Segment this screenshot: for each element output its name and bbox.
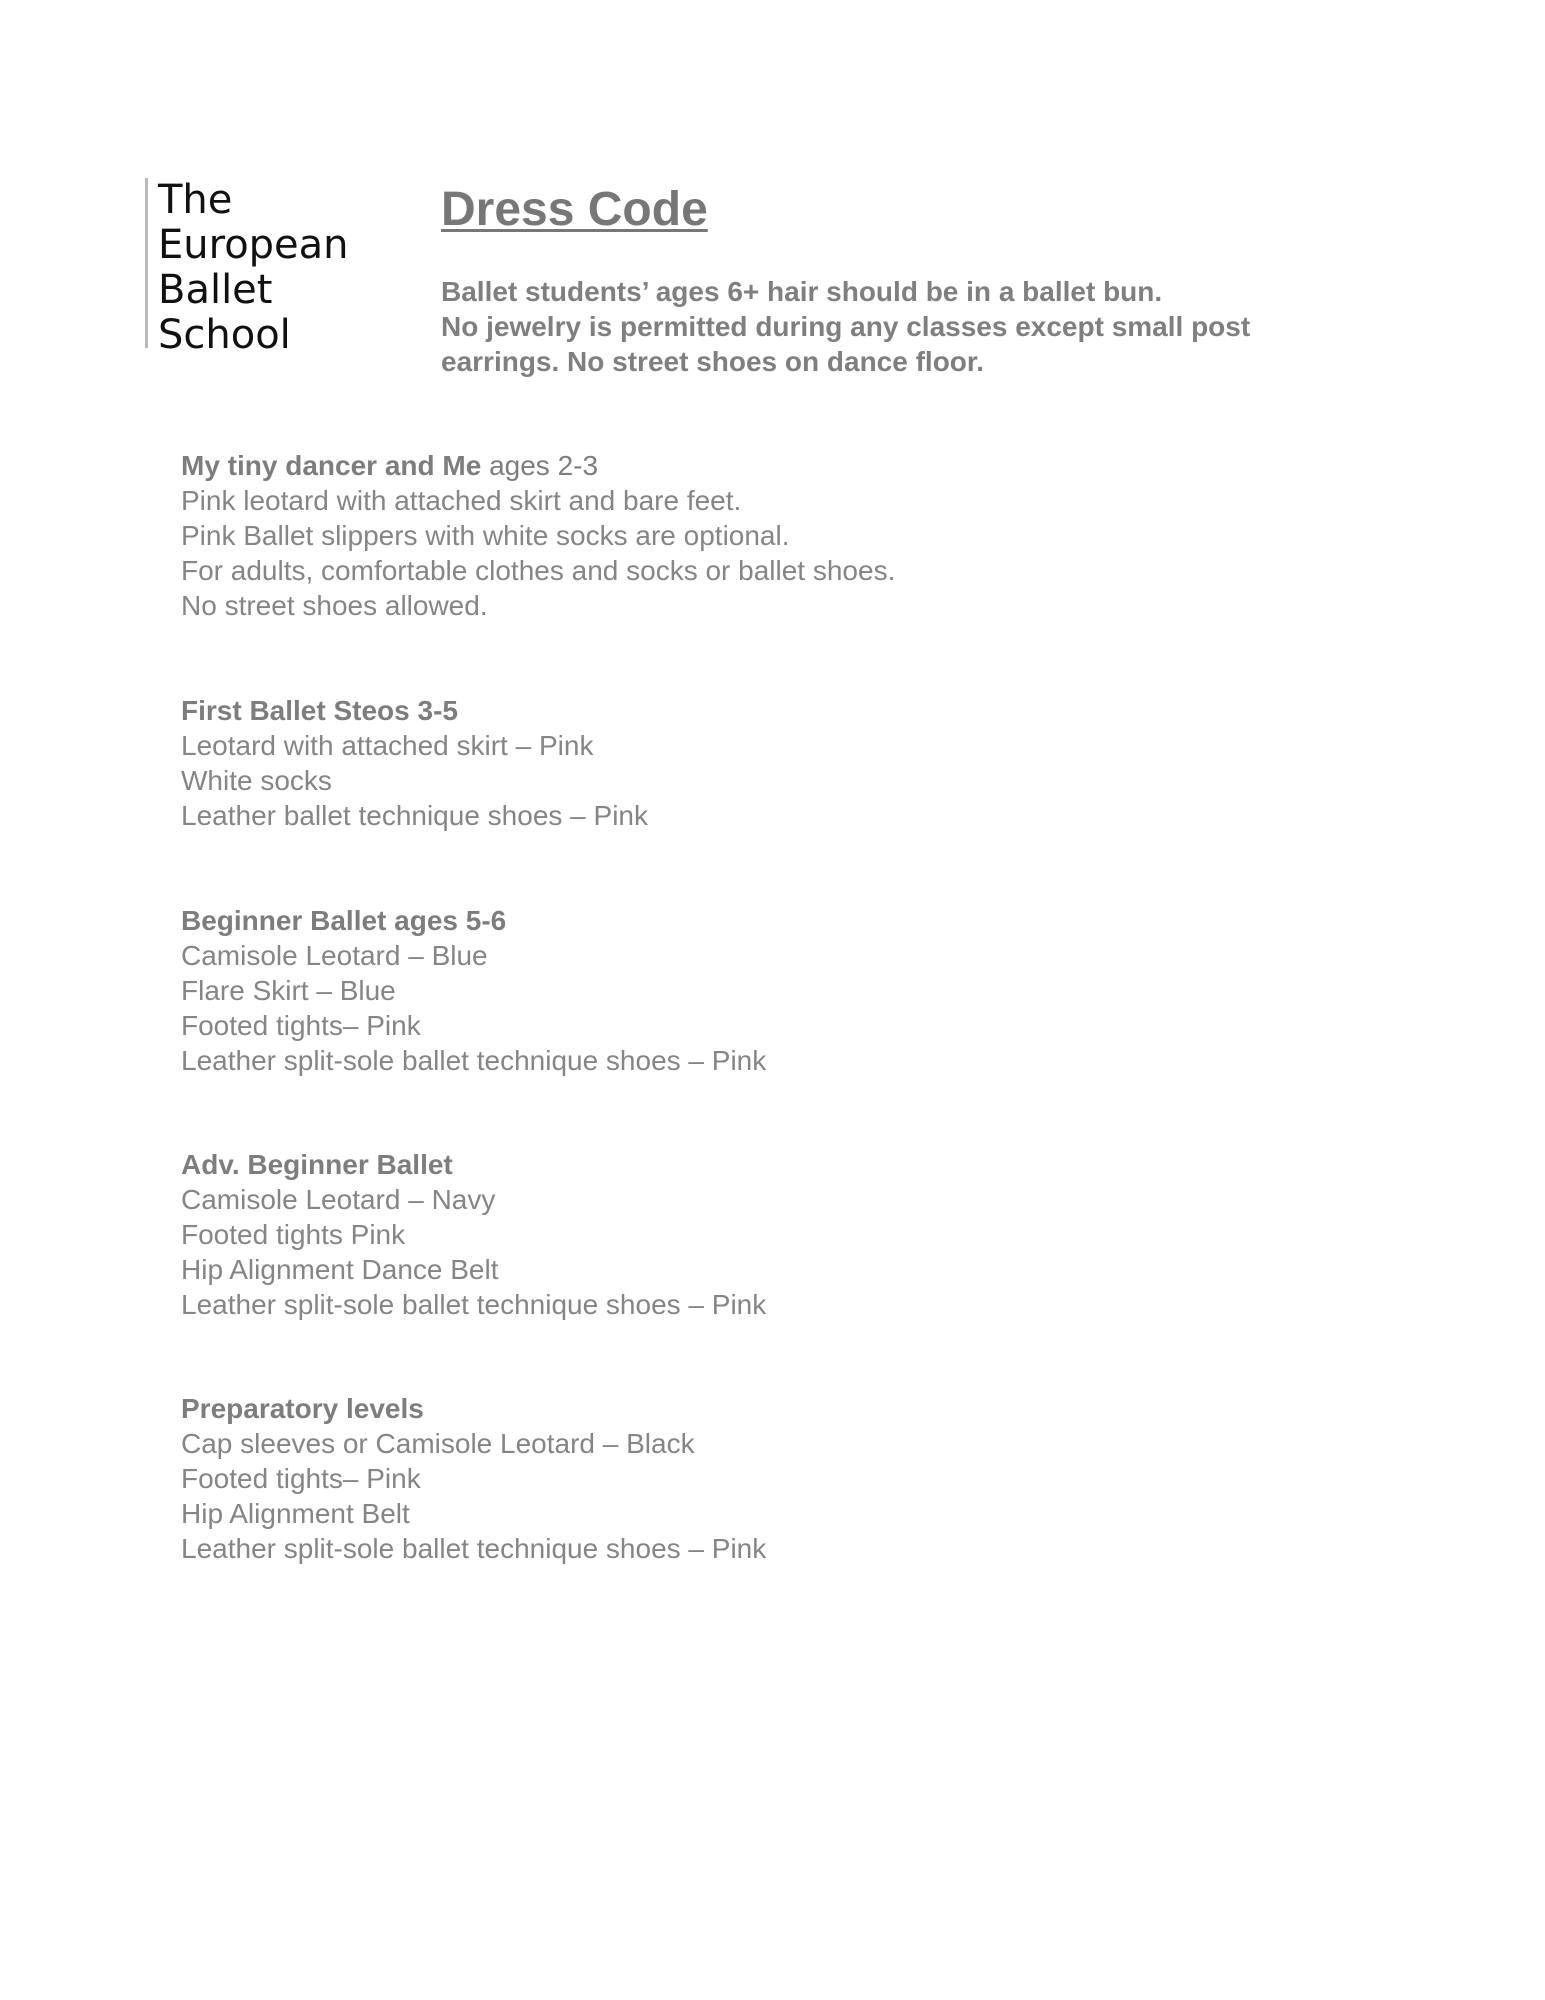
list-item: Cap sleeves or Camisole Leotard – Black (181, 1428, 695, 1459)
section-tiny-dancer (181, 448, 1281, 623)
logo-line-4: School (158, 312, 291, 358)
section-beginner-ballet (181, 903, 1281, 1078)
intro-line-1: Ballet students’ ages 6+ hair should be in a ballet bun. (441, 276, 1163, 307)
intro-line-2: No jewelry is permitted during any classes except small post (441, 311, 1251, 342)
logo-line-1: The (158, 177, 233, 223)
list-item: Camisole Leotard – Navy (181, 1184, 496, 1215)
list-item: Camisole Leotard – Blue (181, 940, 488, 971)
list-item: Leotard with attached skirt – Pink (181, 730, 594, 761)
section-heading-bold: First Ballet Steos 3-5 (181, 695, 458, 726)
dress-code-sections (181, 448, 1281, 1566)
list-item: Leather split-sole ballet technique shoes – Pink (181, 1533, 767, 1564)
list-item: Footed tights Pink (181, 1219, 406, 1250)
section-heading (181, 1147, 1281, 1182)
list-item: Pink leotard with attached skirt and bare feet. (181, 485, 742, 516)
section-preparatory-levels (181, 1391, 1281, 1566)
logo-line-2: European (158, 222, 349, 268)
section-adv-beginner-ballet (181, 1147, 1281, 1322)
list-item: Leather ballet technique shoes – Pink (181, 800, 648, 831)
list-item: White socks (181, 765, 332, 796)
section-heading (181, 693, 1281, 728)
list-item: Leather split-sole ballet technique shoes – Pink (181, 1045, 767, 1076)
section-heading-rest: ages 2-3 (481, 450, 599, 481)
school-logo (145, 177, 385, 358)
list-item: Hip Alignment Dance Belt (181, 1254, 499, 1285)
list-item: Leather split-sole ballet technique shoes – Pink (181, 1289, 767, 1320)
list-item: Footed tights– Pink (181, 1463, 421, 1494)
logo-line-3: Ballet (158, 267, 273, 313)
list-item: Flare Skirt – Blue (181, 975, 396, 1006)
list-item: No street shoes allowed. (181, 590, 488, 621)
list-item: Pink Ballet slippers with white socks are optional. (181, 520, 790, 551)
section-heading (181, 1391, 1281, 1426)
page-title: Dress Code (441, 183, 708, 236)
section-heading (181, 903, 1281, 938)
intro-line-3: earrings. No street shoes on dance floor. (441, 346, 985, 377)
section-heading-bold: Beginner Ballet ages 5-6 (181, 905, 507, 936)
section-heading (181, 448, 1281, 483)
intro-rules (441, 274, 1361, 379)
section-heading-bold: Preparatory levels (181, 1393, 424, 1424)
section-heading-bold: Adv. Beginner Ballet (181, 1149, 453, 1180)
list-item: Hip Alignment Belt (181, 1498, 410, 1529)
section-first-ballet (181, 693, 1281, 833)
section-heading-bold: My tiny dancer and Me (181, 450, 482, 481)
list-item: Footed tights– Pink (181, 1010, 421, 1041)
list-item: For adults, comfortable clothes and socks or ballet shoes. (181, 555, 896, 586)
